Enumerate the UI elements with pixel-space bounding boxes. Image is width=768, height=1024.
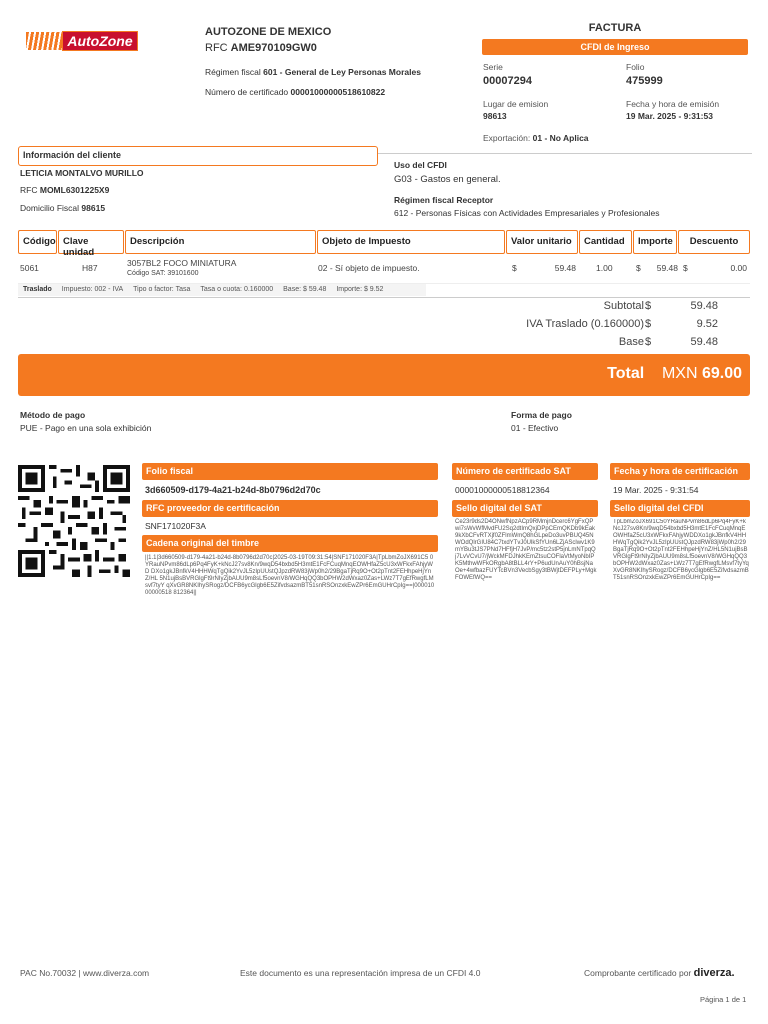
cliente-domicilio-value: 98615 xyxy=(81,203,106,213)
traslado-importe: Importe: $ 9.52 xyxy=(336,286,384,293)
emisor-regimen-value: 601 - General de Ley Personas Morales xyxy=(263,67,421,77)
row-objeto: 02 - Sí objeto de impuesto. xyxy=(318,263,420,273)
row-descripcion: 3057BL2 FOCO MINIATURA xyxy=(127,258,237,268)
th-codigo: Código xyxy=(18,230,57,254)
emisor-regimen xyxy=(205,67,421,77)
cliente-header-box xyxy=(18,146,378,166)
sello-sat-label: Sello digital del SAT xyxy=(452,500,598,517)
cliente-nombre: LETICIA MONTALVO MURILLO xyxy=(20,168,144,178)
row-valor: 59.48 xyxy=(554,263,576,273)
forma-pago-value: 01 - Efectivo xyxy=(511,423,559,433)
th-objeto-impuesto: Objeto de Impuesto xyxy=(317,230,505,254)
base-label: Base xyxy=(618,336,644,348)
qr-code xyxy=(18,462,130,580)
folio-label: Folio xyxy=(626,62,645,72)
row-codigo-sat: Código SAT: 39101600 xyxy=(127,270,199,277)
emisor-nombre: AUTOZONE DE MEXICO xyxy=(205,26,332,38)
exportacion-value: 01 - No Aplica xyxy=(532,133,589,143)
cliente-domicilio xyxy=(20,203,105,213)
diverza-logo: diverza. xyxy=(693,967,735,979)
fecha-label: Fecha y hora de emisión xyxy=(626,99,720,109)
serie-label: Serie xyxy=(483,62,503,72)
th-clave-unidad: Clave unidad xyxy=(58,230,124,254)
folio-value: 475999 xyxy=(626,75,663,87)
sello-cfdi-value: TpLbmZoJX691C50YRauNPvm86dLp6Pq4FyK+kNcJ27sv8Kn/9wqD54bxbd5H3mtE1FcFCuqMnqEOWHfaZ5cU3xWFkxFAhjyWDDXo1gkJBnfkV4HHHWqTgQik2YvJL5zIpUUstQJpzdRW83jWp0h2/29BgaTjRq9O+Ot2pTnt2FEHhpeHjYnZ/HL5N1ujBsBVRGlgFt9rNIyZjbAUU9m8sLf5oevnV8/WGHqQQ3bOPHW2dWxaz0Zas+LWz7T7gEfRwgfLMsvf7tyYqXvGR8NKIhySRogz/DCFB6ycGlgb6E5ZifvdsazmBT51snRSOnzxkEwZPr6EmGUHrCpIg== xyxy=(613,519,749,581)
th-descuento: Descuento xyxy=(678,230,750,254)
sello-sat-value: Ce23r9ds2D4ONwfNpzACp9RMmjnDcerc6YgFxQPwi7sWvWfMvdFU2Sq2dtImQxjDPpCEmQKDb9kEak9kXbCFvRTXjf0ZFlmWmQ8hGLpeDo3uvPBUQ45NWOdQlrGIU84C7txdYTvJ0UlkSfYUn6LZjASclwv1K9mYBu3tJS7PNd7HFfjH7JvP/mc5tz2stP5jnLmNTpqQj7LvVCvU7/jWckMFDJhkKEmZtsuCOFlaVtMyoNbIPK5MthwWFkORgbA8tBLL4rY+P6udUnAuY0hBsjNaOe+4wfbazFUYTcBVn3VecbSgy3tBWjtDEFPLy+MgkFOWEfWQ== xyxy=(455,519,597,581)
row-clave: H87 xyxy=(82,263,98,273)
traslado-row xyxy=(18,284,426,296)
emisor-rfc-label: RFC xyxy=(205,42,228,54)
cadena-original-value: ||1.1|3d660509-d179-4a21-b24d-8b0796d2d70c|2025-03-19T09:31:54|SNF171020F3A|TpLbmZoJX691C5 0YRauNPvm86dLp6Pq4FyK+kNcJ27sv8Kn/9wqD54bxbd5H3mtE1FcFCuqMnqEOWHfaZ5cU3xWFkxFAhjyWD DXo1gkJBnfkV4HHHWqTgQik2YvJL5zIpUUstQJpzdRW83jWp0h2/29BgaTjRq9O+Ot2pTnt2FEHhpeHjYnZ/HL 5N1ujBsBVRGlgFt9rNIyZjbAUU9m8sLf5oevnV8/WGHqQQ3bOPHW2dWxaz0Zas+LWz7T7gEfRwgfLMsvf7tyY qXvGR8NKIhySRogz/DCFB6ycGlgb6E5ZifvdsazmBT51snRSOnzxkEwZPr6EmGUHrCpIg==|00001000000518 812364|| xyxy=(145,555,435,596)
rfc-proveedor-value: SNF171020F3A xyxy=(145,521,206,531)
cfdi-tipo-bar: CFDI de Ingreso xyxy=(482,39,748,55)
fecha-value: 19 Mar. 2025 - 9:31:53 xyxy=(626,111,713,121)
footer-pac: PAC No.70032 | www.diverza.com xyxy=(20,968,150,978)
total-band xyxy=(18,354,750,396)
row-descuento: 0.00 xyxy=(730,263,747,273)
iva-currency: $ xyxy=(645,318,652,330)
forma-pago-label: Forma de pago xyxy=(511,410,572,420)
total-currency: MXN xyxy=(661,365,698,382)
traslado-impuesto: Impuesto: 002 - IVA xyxy=(61,286,124,293)
factura-title: FACTURA xyxy=(588,22,642,34)
emisor-certificado xyxy=(205,87,385,97)
row-valor-currency: $ xyxy=(512,263,517,273)
th-descripcion: Descripción xyxy=(125,230,316,254)
autozone-logo xyxy=(26,30,138,52)
total-label: Total xyxy=(607,365,645,382)
emisor-regimen-label: Régimen fiscal xyxy=(205,67,261,77)
fecha-cert-value: 19 Mar. 2025 - 9:31:54 xyxy=(613,485,699,495)
logo-stripes xyxy=(26,32,62,50)
footer-comprobante: Comprobante certificado por xyxy=(584,968,692,978)
iva-value: 9.52 xyxy=(696,318,718,330)
traslado-label: Traslado xyxy=(23,286,52,293)
row-importe-currency: $ xyxy=(636,263,641,273)
cliente-domicilio-label: Domicilio Fiscal xyxy=(20,203,80,213)
traslado-tipo: Tipo o factor: Tasa xyxy=(133,286,191,293)
metodo-pago-value: PUE - Pago en una sola exhibición xyxy=(20,423,152,433)
subtotal-currency: $ xyxy=(645,300,652,312)
emisor-rfc-value: AME970109GW0 xyxy=(230,42,317,54)
base-currency: $ xyxy=(645,336,652,348)
table-bottom-line xyxy=(18,297,750,298)
lugar-label: Lugar de emision xyxy=(483,99,549,109)
cadena-original-label: Cadena original del timbre xyxy=(142,535,438,552)
emisor-cert-value: 00001000000518610822 xyxy=(290,87,386,97)
uso-cfdi-label: Uso del CFDI xyxy=(394,160,447,170)
exportacion xyxy=(483,133,589,143)
th-valor-unitario: Valor unitario xyxy=(506,230,578,254)
subtotal-label: Subtotal xyxy=(603,300,644,312)
lugar-value: 98613 xyxy=(483,111,507,121)
fecha-cert-label: Fecha y hora de certificación xyxy=(610,463,750,480)
cliente-rfc xyxy=(20,185,109,195)
iva-label: IVA Traslado (0.160000) xyxy=(526,318,644,330)
cliente-header: Información del cliente xyxy=(23,150,122,160)
emisor-rfc xyxy=(205,42,317,54)
regimen-receptor-value: 612 - Personas Físicas con Actividades Empresariales y Profesionales xyxy=(394,208,660,218)
base-value: 59.48 xyxy=(690,336,718,348)
row-cantidad: 1.00 xyxy=(596,263,613,273)
traslado-tasa: Tasa o cuota: 0.160000 xyxy=(200,286,274,293)
uso-cfdi-value: G03 - Gastos en general. xyxy=(394,174,501,185)
footer-pagina: Página 1 de 1 xyxy=(700,995,747,1004)
subtotal-value: 59.48 xyxy=(690,300,718,312)
exportacion-label: Exportación: xyxy=(483,133,531,143)
row-importe: 59.48 xyxy=(656,263,678,273)
metodo-pago-label: Método de pago xyxy=(20,410,86,420)
cliente-rfc-value: MOML6301225X9 xyxy=(39,185,110,195)
cliente-rfc-label: RFC xyxy=(20,185,38,195)
footer-certificado xyxy=(584,967,735,979)
total-amount xyxy=(607,365,742,383)
header-divider xyxy=(378,153,752,154)
cert-sat-label: Número de certificado SAT xyxy=(452,463,598,480)
regimen-receptor-label: Régimen fiscal Receptor xyxy=(394,195,494,205)
total-value: 69.00 xyxy=(701,365,742,382)
sello-cfdi-label: Sello digital del CFDI xyxy=(610,500,750,517)
traslado-base: Base: $ 59.48 xyxy=(283,286,327,293)
row-descuento-currency: $ xyxy=(683,263,688,273)
th-importe: Importe xyxy=(633,230,677,254)
serie-value: 00007294 xyxy=(483,75,532,87)
th-cantidad: Cantidad xyxy=(579,230,632,254)
folio-fiscal-value: 3d660509-d179-4a21-b24d-8b0796d2d70c xyxy=(145,485,321,495)
footer-leyenda: Este documento es una representación impresa de un CFDI 4.0 xyxy=(240,968,481,978)
logo-wordmark: AutoZone xyxy=(62,31,138,51)
folio-fiscal-label: Folio fiscal xyxy=(142,463,438,480)
rfc-proveedor-label: RFC proveedor de certificación xyxy=(142,500,438,517)
emisor-cert-label: Número de certificado xyxy=(205,87,289,97)
cert-sat-value: 00001000000518812364 xyxy=(455,485,550,495)
row-codigo: 5061 xyxy=(20,263,39,273)
